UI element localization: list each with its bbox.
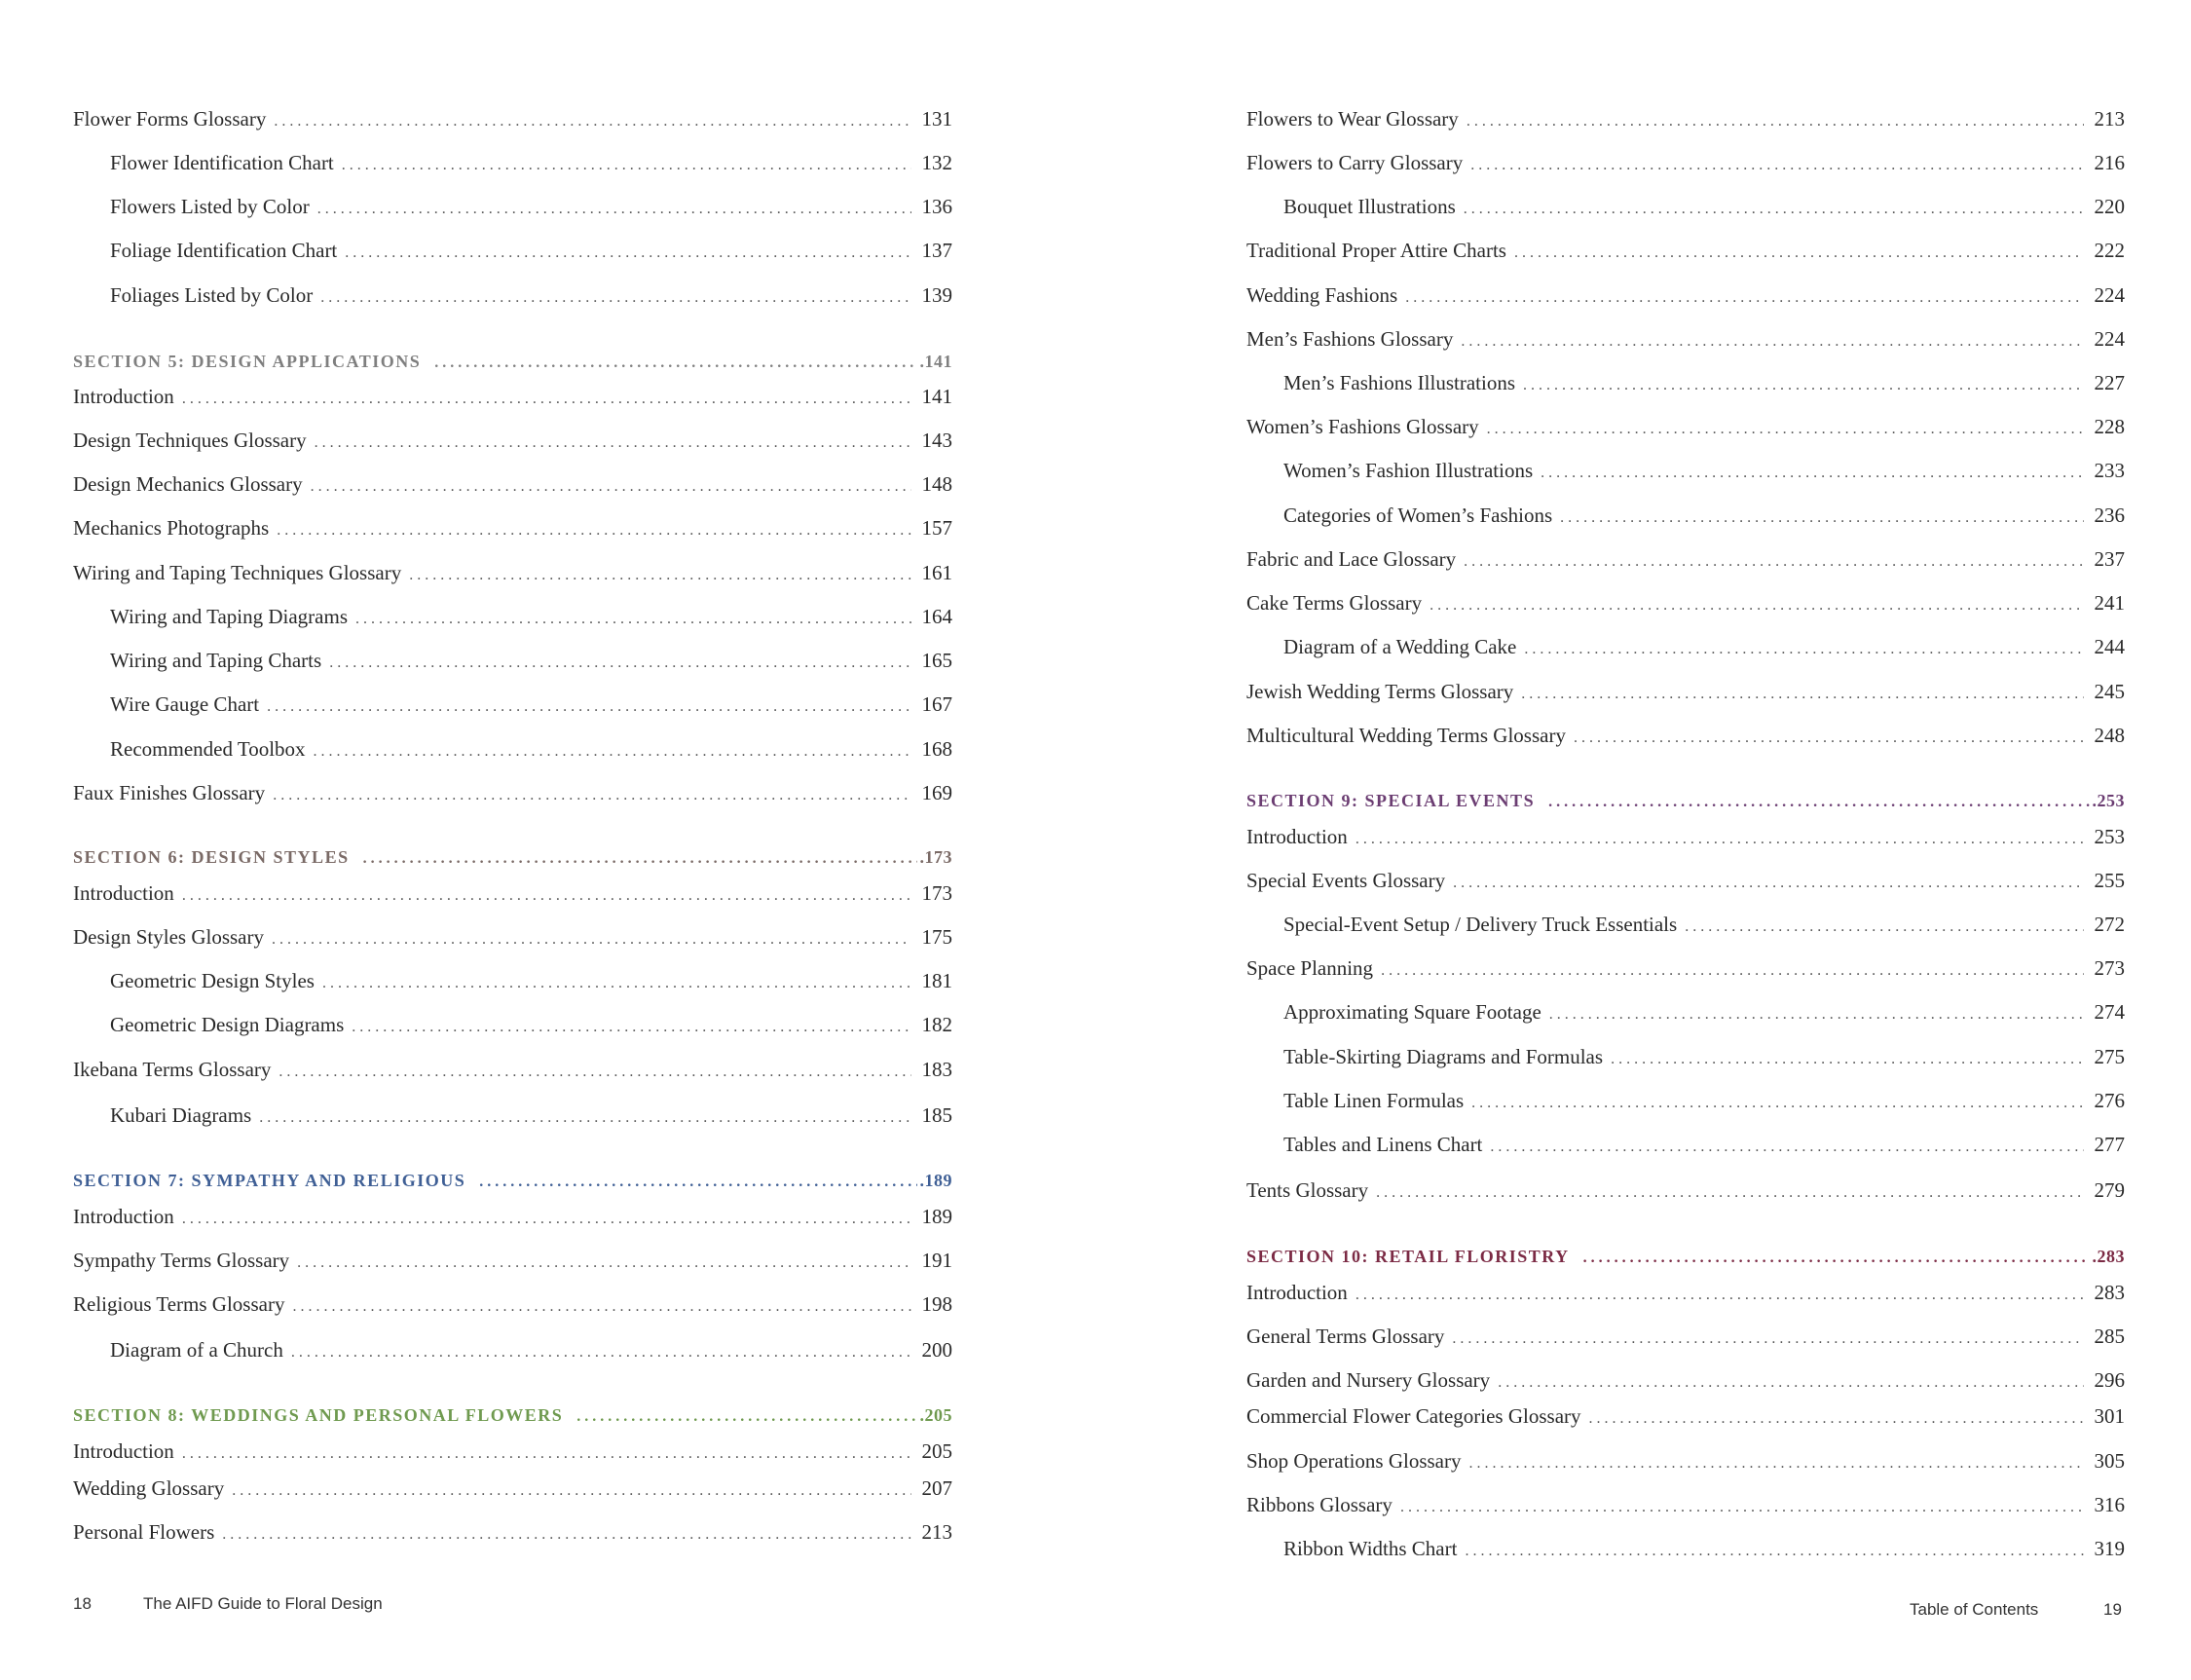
toc-entry	[1246, 1324, 2125, 1352]
dot-leader	[182, 883, 911, 909]
footer-page-number-left: 18	[73, 1594, 92, 1613]
toc-entry	[1246, 150, 2125, 178]
entry-title: Commercial Flower Categories Glossary	[1246, 1404, 1581, 1428]
section-title: SECTION 10: RETAIL FLORISTRY	[1246, 1247, 1570, 1266]
entry-title: Wedding Fashions	[1246, 283, 1398, 307]
toc-entry	[73, 968, 952, 996]
page-number: 189	[921, 1205, 952, 1228]
toc-entry	[1246, 238, 2125, 266]
toc-entry	[73, 238, 952, 266]
dot-leader	[267, 694, 911, 720]
page-number: 272	[2094, 913, 2125, 936]
dot-leader	[1523, 373, 2084, 398]
page-number: .205	[919, 1405, 952, 1425]
dot-leader	[182, 387, 911, 412]
entry-title: Introduction	[73, 1205, 174, 1228]
page-number: 285	[2094, 1325, 2125, 1348]
toc-entry	[1246, 1492, 2125, 1520]
entry-title: Men’s Fashions Glossary	[1246, 327, 1454, 351]
page-number: 148	[921, 472, 952, 496]
page-number: 224	[2094, 283, 2125, 307]
page-number: 173	[921, 881, 952, 905]
page-number: 274	[2094, 1000, 2125, 1024]
toc-entry	[1246, 503, 2125, 531]
dot-leader	[277, 518, 911, 543]
dot-leader	[1465, 1539, 2084, 1564]
dot-leader	[1514, 241, 2084, 266]
entry-title: Flower Identification Chart	[110, 151, 334, 174]
dot-leader	[1490, 1135, 2084, 1160]
entry-title: Ribbons Glossary	[1246, 1493, 1393, 1516]
entry-title: Geometric Design Styles	[110, 969, 315, 992]
dot-leader	[1685, 915, 2084, 940]
page-number: 255	[2094, 869, 2125, 892]
right-page	[1096, 0, 2191, 1680]
page-number: 181	[921, 969, 952, 992]
entry-title: Flowers Listed by Color	[110, 195, 310, 218]
page-number: 296	[2094, 1368, 2125, 1392]
toc-entry	[1246, 326, 2125, 355]
page-number: 164	[921, 605, 952, 628]
page-number: 205	[921, 1439, 952, 1463]
page-number: 198	[921, 1292, 952, 1316]
toc-entry	[73, 1012, 952, 1040]
page-number: 253	[2094, 825, 2125, 848]
dot-leader	[342, 153, 911, 178]
entry-title: Special-Event Setup / Delivery Truck Essentials	[1283, 913, 1678, 936]
page-number: 316	[2094, 1493, 2125, 1516]
entry-title: Garden and Nursery Glossary	[1246, 1368, 1491, 1392]
entry-title: Personal Flowers	[73, 1520, 215, 1544]
toc-entry	[73, 691, 952, 720]
footer-book-title: The AIFD Guide to Floral Design	[143, 1594, 383, 1613]
entry-title: Table Linen Formulas	[1283, 1089, 1465, 1112]
toc-entry	[1246, 194, 2125, 222]
dot-leader	[292, 1294, 911, 1320]
page-number: 137	[921, 239, 952, 262]
page-number: 220	[2094, 195, 2125, 218]
dot-leader	[576, 1404, 917, 1430]
page-number: 273	[2094, 956, 2125, 980]
entry-title: Design Techniques Glossary	[73, 429, 307, 452]
entry-title: Categories of Women’s Fashions	[1283, 504, 1553, 527]
dot-leader	[182, 1207, 911, 1232]
dot-leader	[222, 1522, 911, 1548]
entry-title: Bouquet Illustrations	[1283, 195, 1456, 218]
toc-entry	[73, 1248, 952, 1276]
page-number: 305	[2094, 1449, 2125, 1473]
toc-entry	[73, 1057, 952, 1085]
toc-entry	[73, 560, 952, 588]
toc-entry	[73, 150, 952, 178]
entry-title: Traditional Proper Attire Charts	[1246, 239, 1506, 262]
toc-entry	[73, 194, 952, 222]
toc-section-heading	[73, 1402, 952, 1430]
page-number: .141	[919, 352, 952, 371]
toc-entry	[73, 1475, 952, 1504]
toc-entry	[73, 780, 952, 808]
entry-title: Ikebana Terms Glossary	[73, 1058, 272, 1081]
dot-leader	[315, 430, 911, 456]
entry-title: Flowers to Wear Glossary	[1246, 107, 1459, 131]
dot-leader	[182, 1441, 911, 1467]
page-number: 319	[2094, 1537, 2125, 1560]
dot-leader	[1453, 871, 2084, 896]
entry-title: Wiring and Taping Diagrams	[110, 605, 348, 628]
dot-leader	[311, 474, 911, 500]
entry-title: Diagram of a Church	[110, 1338, 283, 1362]
dot-leader	[314, 739, 911, 765]
dot-leader	[363, 846, 917, 872]
toc-entry	[1246, 414, 2125, 442]
page-number: 228	[2094, 415, 2125, 438]
toc-entry	[1246, 634, 2125, 662]
page-number: 182	[921, 1013, 952, 1036]
page-number: 213	[2094, 107, 2125, 131]
dot-leader	[1452, 1326, 2084, 1352]
dot-leader	[279, 1060, 911, 1085]
section-title: SECTION 9: SPECIAL EVENTS	[1246, 791, 1536, 810]
entry-title: Flowers to Carry Glossary	[1246, 151, 1464, 174]
page-number: 279	[2094, 1178, 2125, 1202]
dot-leader	[1464, 197, 2084, 222]
dot-leader	[1611, 1047, 2084, 1072]
toc-entry	[73, 648, 952, 676]
page-number: 175	[921, 925, 952, 949]
dot-leader	[1498, 1370, 2084, 1396]
entry-title: Table-Skirting Diagrams and Formulas	[1283, 1045, 1604, 1068]
page-number: 136	[921, 195, 952, 218]
dot-leader	[1405, 285, 2084, 311]
page-number: 213	[921, 1520, 952, 1544]
toc-entry	[1246, 106, 2125, 134]
entry-title: Wiring and Taping Charts	[110, 649, 322, 672]
page-number: 301	[2094, 1404, 2125, 1428]
page-number: 165	[921, 649, 952, 672]
dot-leader	[329, 651, 911, 676]
toc-entry	[1246, 1044, 2125, 1072]
entry-title: General Terms Glossary	[1246, 1325, 1445, 1348]
entry-title: Tents Glossary	[1246, 1178, 1369, 1202]
dot-leader	[1574, 726, 2084, 751]
toc-entry	[1246, 1536, 2125, 1564]
dot-leader	[317, 197, 911, 222]
page-number: 241	[2094, 591, 2125, 615]
dot-leader	[1521, 682, 2084, 707]
toc-entry	[1246, 824, 2125, 852]
toc-entry	[1246, 1280, 2125, 1308]
dot-leader	[1471, 1091, 2084, 1116]
entry-title: Flower Forms Glossary	[73, 107, 267, 131]
toc-entry	[73, 736, 952, 765]
page-number: 245	[2094, 680, 2125, 703]
dot-leader	[232, 1478, 911, 1504]
toc-entry	[1246, 458, 2125, 486]
page-number: 277	[2094, 1133, 2125, 1156]
dot-leader	[1467, 109, 2084, 134]
toc-entry	[1246, 1448, 2125, 1476]
dot-leader	[1355, 827, 2084, 852]
page-number: 191	[921, 1249, 952, 1272]
toc-section-heading	[1246, 788, 2125, 815]
page-number: 233	[2094, 459, 2125, 482]
page-number: 237	[2094, 547, 2125, 571]
dot-leader	[1589, 1406, 2084, 1432]
toc-entry	[1246, 590, 2125, 618]
entry-title: Faux Finishes Glossary	[73, 781, 266, 804]
entry-title: Wedding Glossary	[73, 1476, 225, 1500]
entry-title: Diagram of a Wedding Cake	[1283, 635, 1517, 658]
toc-entry	[73, 1519, 952, 1548]
toc-section-heading	[73, 1168, 952, 1195]
section-title: SECTION 7: SYMPATHY AND RELIGIOUS	[73, 1171, 466, 1190]
dot-leader	[272, 927, 911, 952]
entry-title: Design Mechanics Glossary	[73, 472, 303, 496]
toc-entry	[1246, 370, 2125, 398]
page-number: 141	[921, 385, 952, 408]
entry-title: Special Events Glossary	[1246, 869, 1446, 892]
dot-leader	[1541, 461, 2084, 486]
toc-entry	[1246, 868, 2125, 896]
entry-title: Foliage Identification Chart	[110, 239, 338, 262]
page-number: 236	[2094, 504, 2125, 527]
toc-entry	[73, 924, 952, 952]
entry-title: Religious Terms Glossary	[73, 1292, 285, 1316]
dot-leader	[1549, 1002, 2084, 1027]
dot-leader	[1468, 1451, 2084, 1476]
toc-entry	[73, 1291, 952, 1320]
dot-leader	[259, 1105, 911, 1131]
dot-leader	[355, 607, 911, 632]
entry-title: Tables and Linens Chart	[1283, 1133, 1483, 1156]
page-number: 248	[2094, 724, 2125, 747]
page-number: 157	[921, 516, 952, 540]
toc-entry	[73, 604, 952, 632]
footer-section-title: Table of Contents	[1910, 1600, 2039, 1619]
entry-title: Recommended Toolbox	[110, 737, 306, 761]
toc-entry	[1246, 912, 2125, 940]
page-number: 207	[921, 1476, 952, 1500]
toc-entry	[1246, 1367, 2125, 1396]
entry-title: Ribbon Widths Chart	[1283, 1537, 1458, 1560]
dot-leader	[1400, 1495, 2084, 1520]
page-number: .173	[919, 847, 952, 867]
page-number: 185	[921, 1103, 952, 1127]
page-number: 161	[921, 561, 952, 584]
entry-title: Space Planning	[1246, 956, 1374, 980]
dot-leader	[1355, 1283, 2084, 1308]
entry-title: Introduction	[1246, 825, 1348, 848]
page-number: 132	[921, 151, 952, 174]
page-number: 167	[921, 692, 952, 716]
entry-title: Introduction	[73, 1439, 174, 1463]
page-number: 168	[921, 737, 952, 761]
page-number: 222	[2094, 239, 2125, 262]
dot-leader	[479, 1170, 917, 1195]
entry-title: Sympathy Terms Glossary	[73, 1249, 290, 1272]
dot-leader	[274, 109, 911, 134]
dot-leader	[434, 351, 917, 376]
dot-leader	[1548, 790, 2090, 815]
dot-leader	[1524, 637, 2084, 662]
page-number: 244	[2094, 635, 2125, 658]
toc-entry	[73, 515, 952, 543]
toc-entry	[73, 282, 952, 311]
entry-title: Fabric and Lace Glossary	[1246, 547, 1457, 571]
entry-title: Cake Terms Glossary	[1246, 591, 1423, 615]
dot-leader	[1464, 549, 2084, 575]
page-number: 143	[921, 429, 952, 452]
toc-entry	[1246, 1088, 2125, 1116]
toc-section-heading	[73, 349, 952, 376]
entry-title: Women’s Fashion Illustrations	[1283, 459, 1534, 482]
toc-entry	[1246, 1132, 2125, 1160]
page-number: .253	[2092, 791, 2125, 810]
toc-entry	[73, 428, 952, 456]
entry-title: Wire Gauge Chart	[110, 692, 260, 716]
dot-leader	[291, 1340, 911, 1365]
dot-leader	[409, 563, 911, 588]
toc-entry	[1246, 955, 2125, 984]
dot-leader	[297, 1251, 911, 1276]
dot-leader	[352, 1015, 911, 1040]
page-number: 139	[921, 283, 952, 307]
page-number: .283	[2092, 1247, 2125, 1266]
toc-entry	[73, 384, 952, 412]
dot-leader	[273, 783, 911, 808]
dot-leader	[320, 285, 911, 311]
toc-entry	[1246, 1403, 2125, 1432]
toc-entry	[1246, 282, 2125, 311]
entry-title: Foliages Listed by Color	[110, 283, 314, 307]
section-title: SECTION 5: DESIGN APPLICATIONS	[73, 352, 422, 371]
dot-leader	[345, 241, 911, 266]
footer-page-number-right: 19	[2103, 1600, 2122, 1619]
entry-title: Introduction	[73, 385, 174, 408]
entry-title: Men’s Fashions Illustrations	[1283, 371, 1516, 394]
page-number: 216	[2094, 151, 2125, 174]
page-number: 131	[921, 107, 952, 131]
toc-entry	[1246, 1177, 2125, 1206]
toc-section-heading	[73, 844, 952, 872]
entry-title: Wiring and Taping Techniques Glossary	[73, 561, 402, 584]
toc-entry	[73, 1337, 952, 1365]
dot-leader	[1430, 593, 2084, 618]
page-number: 183	[921, 1058, 952, 1081]
dot-leader	[1560, 505, 2084, 531]
page-number: 283	[2094, 1281, 2125, 1304]
entry-title: Approximating Square Footage	[1283, 1000, 1541, 1024]
toc-entry	[73, 471, 952, 500]
page-number: 275	[2094, 1045, 2125, 1068]
dot-leader	[1376, 1180, 2084, 1206]
toc-entry	[1246, 723, 2125, 751]
toc-entry	[1246, 999, 2125, 1027]
toc-entry	[73, 106, 952, 134]
entry-title: Kubari Diagrams	[110, 1103, 252, 1127]
dot-leader	[1381, 958, 2084, 984]
entry-title: Shop Operations Glossary	[1246, 1449, 1462, 1473]
toc-entry	[73, 1438, 952, 1467]
toc-entry	[73, 1204, 952, 1232]
dot-leader	[1470, 153, 2084, 178]
section-title: SECTION 6: DESIGN STYLES	[73, 847, 350, 867]
toc-entry	[73, 1102, 952, 1131]
dot-leader	[322, 971, 911, 996]
section-title: SECTION 8: WEDDINGS AND PERSONAL FLOWERS	[73, 1405, 564, 1425]
entry-title: Introduction	[73, 881, 174, 905]
page-number: 227	[2094, 371, 2125, 394]
entry-title: Geometric Design Diagrams	[110, 1013, 345, 1036]
entry-title: Introduction	[1246, 1281, 1348, 1304]
page-number: .189	[919, 1171, 952, 1190]
toc-entry	[73, 880, 952, 909]
toc-section-heading	[1246, 1244, 2125, 1271]
entry-title: Jewish Wedding Terms Glossary	[1246, 680, 1514, 703]
entry-title: Multicultural Wedding Terms Glossary	[1246, 724, 1566, 747]
toc-entry	[1246, 679, 2125, 707]
dot-leader	[1461, 329, 2084, 355]
page-number: 224	[2094, 327, 2125, 351]
toc-entry	[1246, 546, 2125, 575]
entry-title: Women’s Fashions Glossary	[1246, 415, 1479, 438]
entry-title: Design Styles Glossary	[73, 925, 264, 949]
page-number: 276	[2094, 1089, 2125, 1112]
page-number: 169	[921, 781, 952, 804]
dot-leader	[1487, 417, 2084, 442]
page-number: 200	[921, 1338, 952, 1362]
entry-title: Mechanics Photographs	[73, 516, 270, 540]
dot-leader	[1583, 1246, 2090, 1271]
